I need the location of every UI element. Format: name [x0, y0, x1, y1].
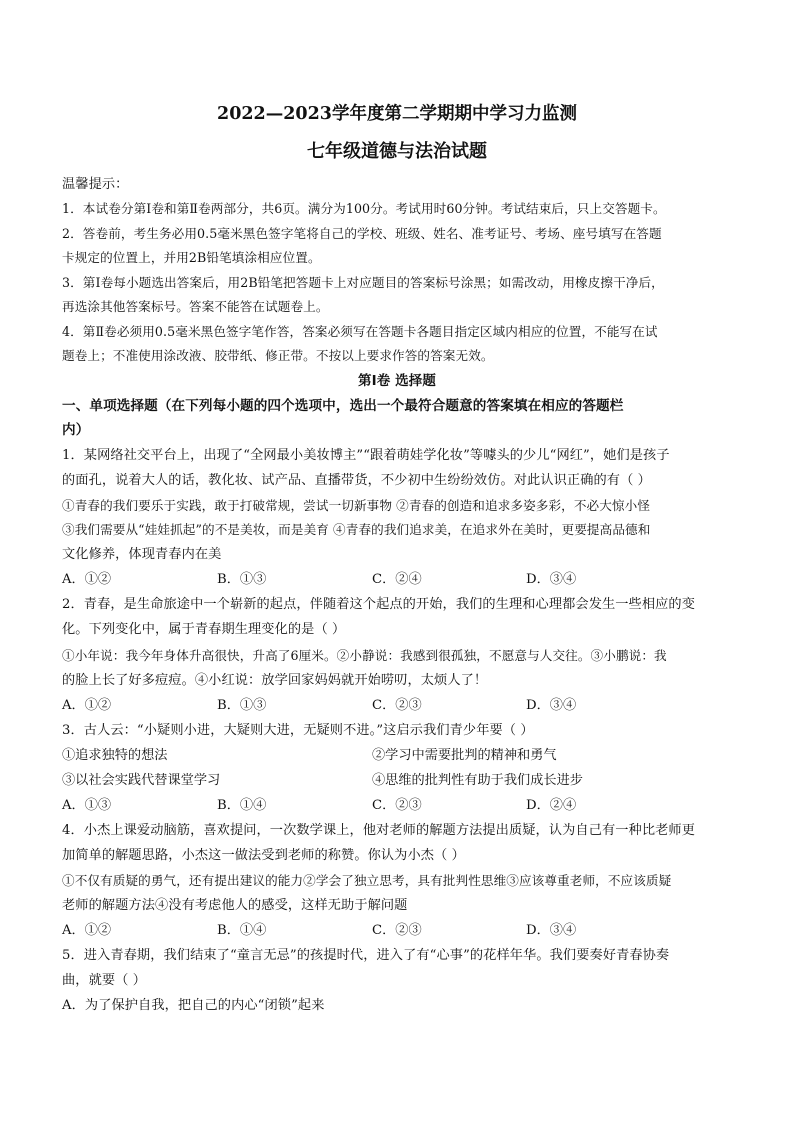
q3-item-4: ④思维的批判性有助于我们成长进步 — [372, 773, 583, 788]
q2-line-4: 的脸上长了好多痘痘。④小红说：放学回家妈妈就开始唠叨，太烦人了！ — [62, 673, 488, 688]
q5-line-1: 5．进入青春期，我们结束了“童言无忌”的孩提时代，进入了有“心事”的花样年华。我们要奏好青春协奏 — [62, 948, 670, 963]
notice-line-5: 再选涂其他答案标号。答案不能答在试题卷上。 — [62, 299, 329, 314]
notice-heading: 温馨提示： — [62, 177, 129, 192]
q2-line-2: 化。下列变化中，属于青春期生理变化的是（ ） — [62, 622, 346, 637]
notice-line-2: 2．答卷前，考生务必用0.5毫米黑色签字笔将自己的学校、班级、姓名、准考证号、考场、座号填写在答题 — [62, 226, 662, 241]
exam-subtitle: 七年级道德与法治试题 — [307, 141, 487, 162]
notice-line-1: 1．本试卷分第Ⅰ卷和第Ⅱ卷两部分，共6页。满分为100分。考试用时60分钟。考试结束后，只上交答题卡。 — [62, 201, 666, 216]
notice-line-3: 卡规定的位置上，并用2B铅笔填涂相应位置。 — [62, 250, 321, 265]
q2-line-3: ①小年说：我今年身体升高很快，升高了6厘米。②小静说：我感到很孤独，不愿意与人交往。③小鹏说：我 — [62, 648, 667, 663]
q1-line-3: ①青春的我们要乐于实践，敢于打破常规，尝试一切新事物 ②青春的创造和追求多姿多彩，不必大惊小怪 — [62, 498, 651, 513]
notice-line-6: 4．第Ⅱ卷必须用0.5毫米黑色签字笔作答，答案必须写在答题卡各题目指定区域内相应的位置，不能写在试 — [62, 324, 658, 339]
q1-option-c: C．②④ — [372, 572, 422, 587]
q5-line-2: 曲，就要（ ） — [62, 973, 147, 988]
q4-option-b: B．①④ — [217, 923, 267, 938]
q1-line-4: ③我们需要从“娃娃抓起”的不是美妆，而是美育 ④青春的我们追求美，在追求外在美时，更要提高品德和 — [62, 522, 651, 537]
notice-line-7: 题卷上；不准使用涂改液、胶带纸、修正带。不按以上要求作答的答案无效。 — [62, 348, 494, 363]
q2-option-b: B．①③ — [217, 698, 267, 713]
q4-line-1: 4．小杰上课爱动脑筋，喜欢提问，一次数学课上，他对老师的解题方法提出质疑，认为自己有一种比老师更 — [62, 823, 695, 838]
q1-line-1: 1．某网络社交平台上，出现了“全网最小美妆博主”“跟着萌娃学化妆”等噱头的少儿“网红”，她们是孩子 — [62, 448, 670, 463]
q1-line-5: 文化修养，体现青春内在美 — [62, 547, 222, 562]
notice-line-4: 3．第Ⅰ卷每小题选出答案后，用2B铅笔把答题卡上对应题目的答案标号涂黑；如需改动，用橡皮擦干净后， — [62, 275, 664, 290]
q3-item-2: ②学习中需要批判的精神和勇气 — [372, 748, 557, 763]
q4-option-d: D．③④ — [526, 923, 577, 938]
q5-option-a: A．为了保护自我，把自己的内心“闭锁”起来 — [62, 998, 325, 1013]
section-title: 第Ⅰ卷 选择题 — [358, 373, 436, 389]
q3-option-a: A．①③ — [62, 798, 112, 813]
part-heading-line-2: 内） — [62, 422, 90, 438]
q4-line-3: ①不仅有质疑的勇气，还有提出建议的能力②学会了独立思考，具有批判性思维③应该尊重老师，不应该质疑 — [62, 873, 672, 888]
q3-line-1: 3．古人云：“小疑则小进，大疑则大进，无疑则不进。”这启示我们青少年要（ ） — [62, 723, 534, 738]
q1-line-2: 的面孔，说着大人的话，教化妆、试产品、直播带货，不少初中生纷纷效仿。对此认识正确的有（ ） — [62, 473, 651, 488]
q2-option-d: D．③④ — [526, 698, 577, 713]
q2-option-c: C．②③ — [372, 698, 422, 713]
q1-option-b: B．①③ — [217, 572, 267, 587]
q4-option-a: A．①② — [62, 923, 112, 938]
q2-option-a: A．①② — [62, 698, 112, 713]
part-heading-line-1: 一、单项选择题（在下列每小题的四个选项中，选出一个最符合题意的答案填在相应的答题栏 — [62, 398, 624, 414]
q4-option-c: C．②③ — [372, 923, 422, 938]
q3-item-3: ③以社会实践代替课堂学习 — [62, 773, 221, 788]
q4-line-2: 加简单的解题思路，小杰这一做法受到老师的称赞。你认为小杰（ ） — [62, 848, 465, 863]
q3-option-b: B．①④ — [217, 798, 267, 813]
q4-line-4: 老师的解题方法④没有考虑他人的感受，这样无助于解问题 — [62, 898, 408, 913]
q3-option-c: C．②③ — [372, 798, 422, 813]
q1-option-d: D．③④ — [526, 572, 577, 587]
exam-title: 2022—2023学年度第二学期期中学习力监测 — [217, 104, 577, 124]
q2-line-1: 2．青春，是生命旅途中一个崭新的起点，伴随着这个起点的开始，我们的生理和心理都会发生一些相应的变 — [62, 597, 695, 612]
q3-item-1: ①追求独特的想法 — [62, 748, 168, 763]
q1-option-a: A．①② — [62, 572, 112, 587]
q3-option-d: D．②④ — [526, 798, 577, 813]
